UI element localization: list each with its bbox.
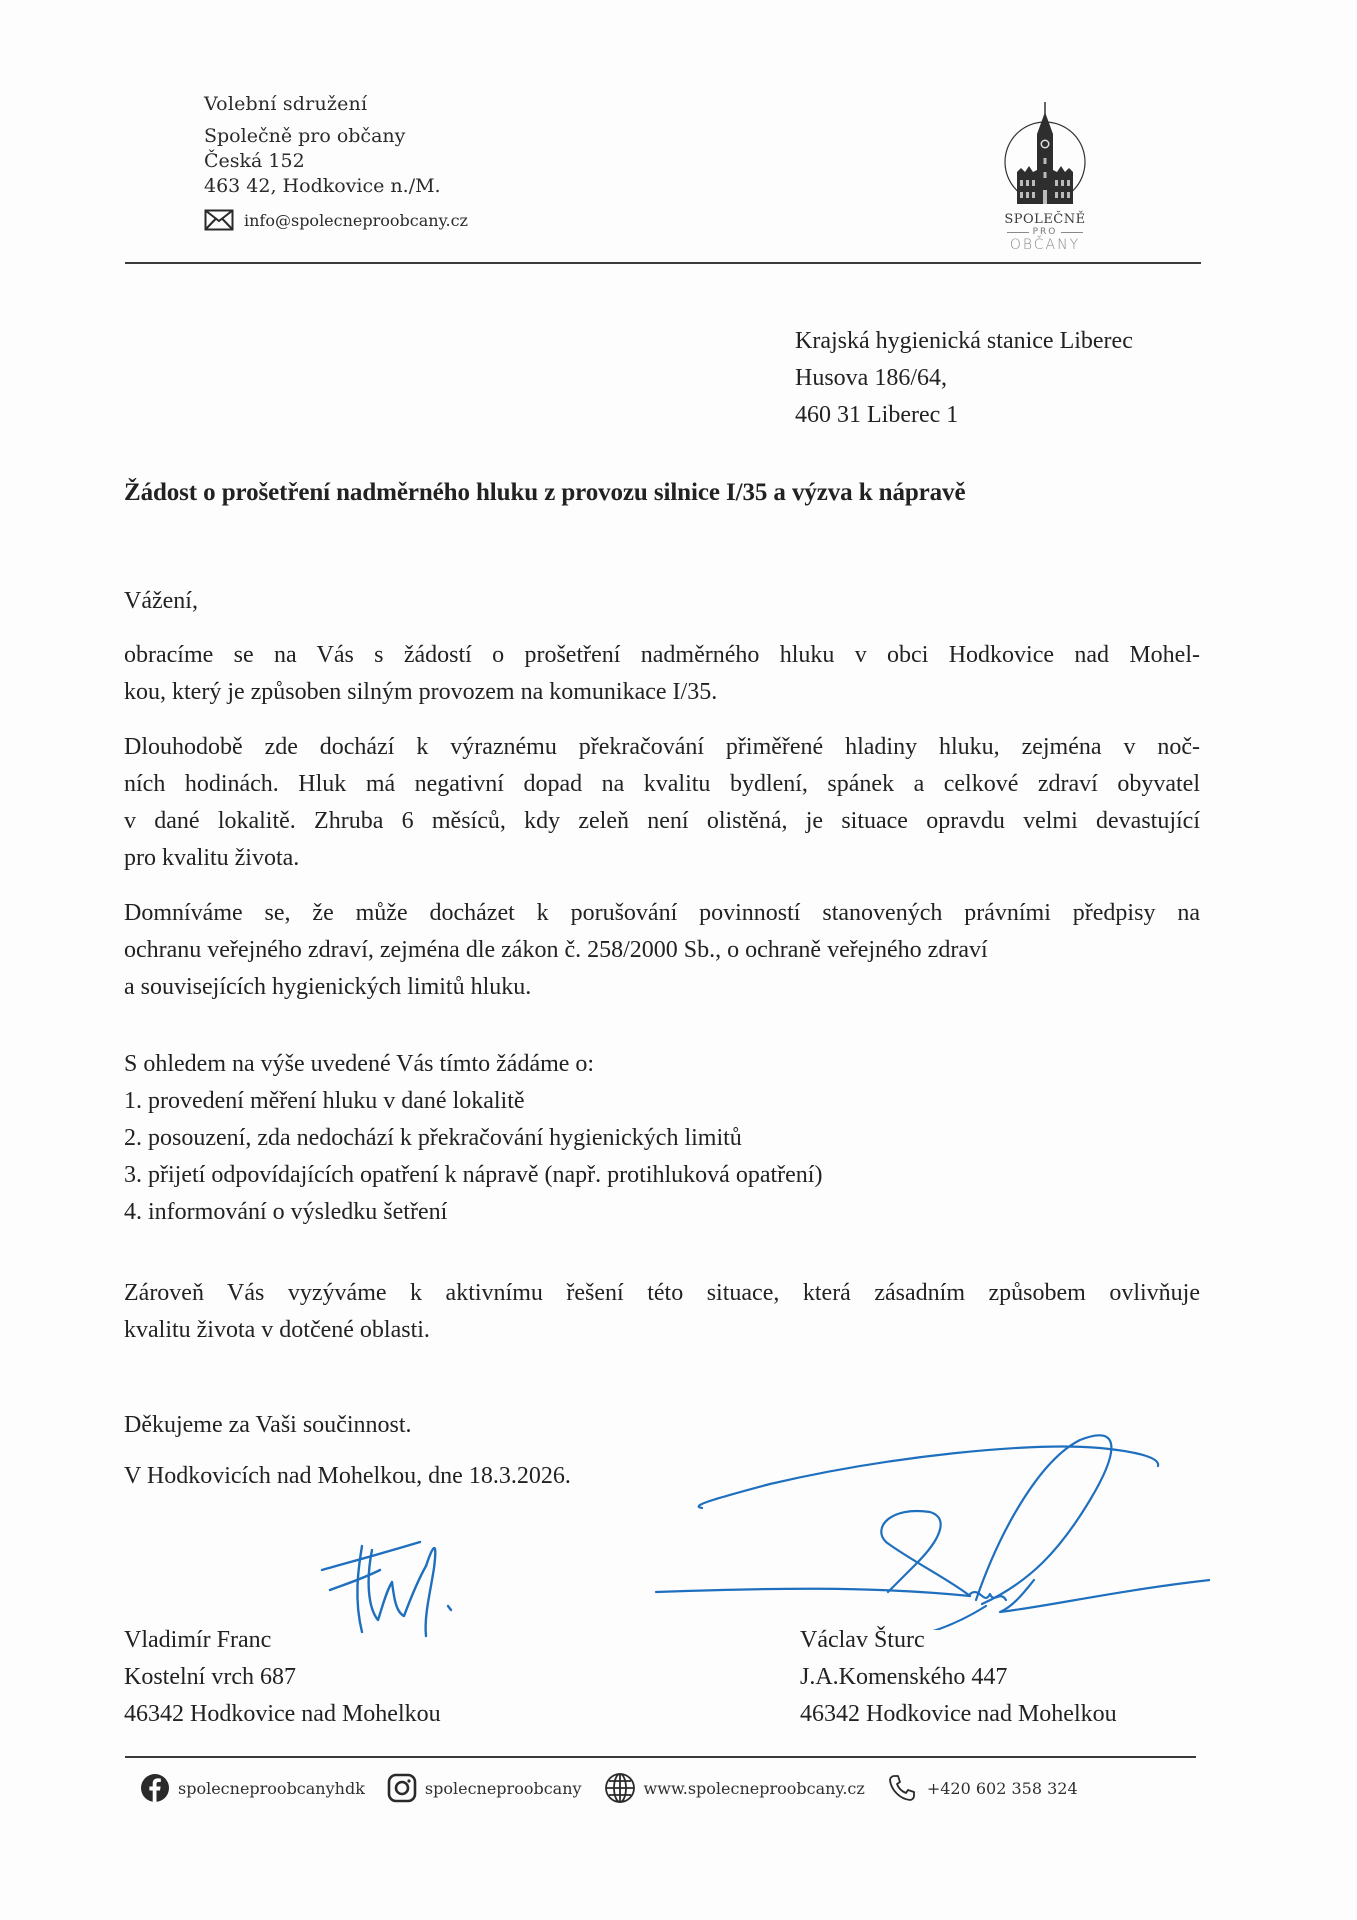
globe-icon (604, 1772, 636, 1804)
paragraph-line: Dlouhodobě zde dochází k výraznému překračování přiměřené hladiny hluku, zejména v noč- (124, 734, 1200, 760)
org-logo (990, 100, 1100, 253)
org-street: Česká 152 (204, 150, 305, 172)
paragraph-line: obracíme se na Vás s žádostí o prošetření nadměrného hluku v obci Hodkovice nad Mohel- (124, 642, 1200, 668)
paragraph-line: Domníváme se, že může docházet k porušování povinností stanovených právními předpisy na (124, 900, 1200, 926)
signatory-street: Kostelní vrch 687 (124, 1664, 296, 1690)
footer-instagram[interactable] (387, 1773, 582, 1803)
phone-label[interactable]: +420 602 358 324 (926, 1778, 1078, 1798)
request-intro: S ohledem na výše uvedené Vás tímto žádáme o: (124, 1051, 595, 1077)
footer-facebook[interactable] (140, 1773, 365, 1803)
letterhead-line1: Volební sdružení (204, 93, 368, 115)
recipient-city: 460 31 Liberec 1 (795, 402, 959, 428)
facebook-icon (140, 1773, 170, 1803)
recipient-street: Husova 186/64, (795, 365, 947, 391)
request-item: 1. provedení měření hluku v dané lokalitě (124, 1088, 525, 1114)
closing-place-date: V Hodkovicích nad Mohelkou, dne 18.3.2026. (124, 1463, 571, 1489)
paragraph-line: pro kvalitu života. (124, 845, 300, 871)
footer-website[interactable] (604, 1772, 865, 1804)
footer-divider (125, 1756, 1196, 1758)
logo-word-spolecne: SPOLEČNĚ (1004, 212, 1086, 227)
envelope-icon (204, 209, 234, 231)
request-item: 4. informování o výsledku šetření (124, 1199, 448, 1225)
website-label[interactable]: www.spolecneproobcany.cz (643, 1778, 865, 1798)
salutation: Vážení, (124, 588, 198, 614)
footer-phone[interactable] (887, 1773, 1078, 1803)
signatory-sturc (800, 1622, 1117, 1733)
paragraph-legal (124, 895, 1200, 1006)
facebook-label[interactable]: spolecneproobcanyhdk (178, 1778, 365, 1798)
instagram-icon (387, 1773, 417, 1803)
signatory-street: J.A.Komenského 447 (800, 1664, 1008, 1690)
phone-icon (887, 1773, 919, 1803)
signatory-city: 46342 Hodkovice nad Mohelkou (124, 1701, 441, 1727)
org-city: 463 42, Hodkovice n./M. (204, 175, 441, 197)
logo-word-pro: PRO (990, 227, 1100, 237)
header-divider (125, 262, 1201, 264)
request-item: 2. posouzení, zda nedochází k překračování hygienických limitů (124, 1125, 742, 1151)
letter-subject: Žádost o prošetření nadměrného hluku z provozu silnice I/35 a výzva k nápravě (124, 479, 966, 506)
closing-thanks: Děkujeme za Vaši součinnost. (124, 1412, 412, 1438)
paragraph-line: ních hodinách. Hluk má negativní dopad na kvalitu bydlení, spánek a celkové zdraví obyvatel (124, 771, 1200, 797)
paragraph-appeal (124, 1275, 1200, 1349)
town-hall-tower-icon (995, 100, 1095, 212)
signature-sturc (650, 1410, 1210, 1630)
paragraph-line: v dané lokalitě. Zhruba 6 měsíců, kdy zeleň není olistěná, je situace opravdu velmi devastující (124, 808, 1200, 834)
signatory-franc (124, 1622, 441, 1733)
paragraph-line: kvalitu života v dotčené oblasti. (124, 1317, 430, 1343)
logo-word-obcany: OBČANY (1009, 237, 1081, 253)
letterhead (204, 92, 468, 231)
org-name: Společně pro občany (204, 125, 406, 147)
recipient-address (795, 323, 1133, 434)
instagram-label[interactable]: spolecneproobcany (424, 1778, 582, 1798)
paragraph-noise-description (124, 729, 1200, 877)
footer-contacts (140, 1772, 1100, 1804)
signatory-city: 46342 Hodkovice nad Mohelkou (800, 1701, 1117, 1727)
paragraph-line: ochranu veřejného zdraví, zejména dle zákon č. 258/2000 Sb., o ochraně veřejného zdraví (124, 937, 988, 963)
paragraph-line: a souvisejících hygienických limitů hluku. (124, 974, 532, 1000)
signatory-name: Václav Šturc (800, 1627, 925, 1653)
paragraph-line: Zároveň Vás vyzýváme k aktivnímu řešení této situace, která zásadním způsobem ovlivňuje (124, 1280, 1200, 1306)
signatory-name: Vladimír Franc (124, 1627, 272, 1653)
paragraph-line: kou, který je způsoben silným provozem na komunikace I/35. (124, 679, 718, 705)
request-list (124, 1046, 822, 1231)
org-email[interactable] (204, 209, 468, 231)
paragraph-intro (124, 637, 1200, 711)
email-text[interactable]: info@spolecneproobcany.cz (244, 210, 468, 230)
request-item: 3. přijetí odpovídajících opatření k nápravě (např. protihluková opatření) (124, 1162, 823, 1188)
recipient-name: Krajská hygienická stanice Liberec (795, 328, 1133, 354)
